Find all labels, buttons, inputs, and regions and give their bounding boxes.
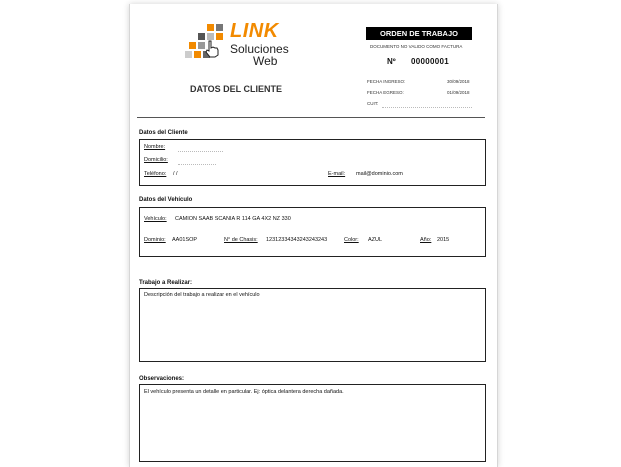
logo-link-text: LINK bbox=[230, 20, 279, 42]
observations-box bbox=[139, 384, 486, 462]
document-note: DOCUMENTO NO VALIDO COMO FACTURA bbox=[370, 44, 463, 49]
work-box bbox=[139, 288, 486, 362]
vehiculo-label: Vehículo: bbox=[144, 216, 167, 222]
color-label: Color: bbox=[344, 237, 359, 243]
logo-web-text: Web bbox=[253, 54, 278, 68]
fecha-egreso-value: 01/09/2018 bbox=[447, 90, 470, 95]
domicilio-blank bbox=[178, 163, 216, 165]
dominio-value: AA01SOP bbox=[172, 237, 198, 243]
vehiculo-value: CAMION SAAB SCANIA R 114 GA 4X2 NZ 330 bbox=[175, 216, 291, 222]
client-header: DATOS DEL CLIENTE bbox=[190, 84, 283, 94]
observations-section-title: Observaciones: bbox=[139, 376, 185, 382]
order-number-label: Nº bbox=[387, 57, 396, 66]
domicilio-label: Domicilio: bbox=[144, 157, 168, 163]
nombre-blank bbox=[178, 150, 223, 152]
nombre-label: Nombre: bbox=[144, 144, 166, 150]
fecha-ingreso-value: 30/09/2018 bbox=[447, 79, 470, 84]
order-number: 00000001 bbox=[411, 57, 449, 66]
email-label: E-mail: bbox=[328, 171, 346, 177]
fecha-egreso-label: FECHA EGRESO: bbox=[367, 90, 404, 95]
cuit-label: CUIT: bbox=[367, 101, 379, 106]
dominio-label: Dominio: bbox=[144, 237, 166, 243]
client-section-title: Datos del Cliente bbox=[139, 130, 188, 136]
pointer-hand-icon bbox=[204, 40, 220, 58]
observations-text: El vehículo presenta un detalle en particular. Ej: óptica delantera derecha dañada. bbox=[144, 389, 344, 395]
work-description: Descripción del trabajo a realizar en el vehículo bbox=[144, 292, 260, 298]
work-section-title: Trabajo a Realizar: bbox=[139, 280, 193, 286]
color-value: AZUL bbox=[368, 237, 383, 243]
vehicle-box bbox=[139, 207, 486, 257]
chasis-label: N° de Chasis: bbox=[224, 237, 258, 243]
document-page bbox=[129, 4, 498, 467]
logo-soluciones-text: Soluciones bbox=[230, 42, 289, 56]
fecha-ingreso-label: FECHA INGRESO: bbox=[367, 79, 406, 84]
order-title: ORDEN DE TRABAJO bbox=[366, 27, 472, 40]
cuit-blank bbox=[382, 106, 472, 108]
anio-label: Año: bbox=[420, 237, 432, 243]
telefono-value: / / bbox=[173, 171, 178, 177]
anio-value: 2015 bbox=[437, 237, 450, 243]
divider bbox=[137, 117, 485, 118]
telefono-label: Teléfono: bbox=[144, 171, 167, 177]
vehicle-section-title: Datos del Vehículo bbox=[139, 197, 193, 203]
email-value: mail@dominio.com bbox=[356, 171, 403, 177]
chasis-value: 12312334343243243243 bbox=[266, 237, 328, 243]
